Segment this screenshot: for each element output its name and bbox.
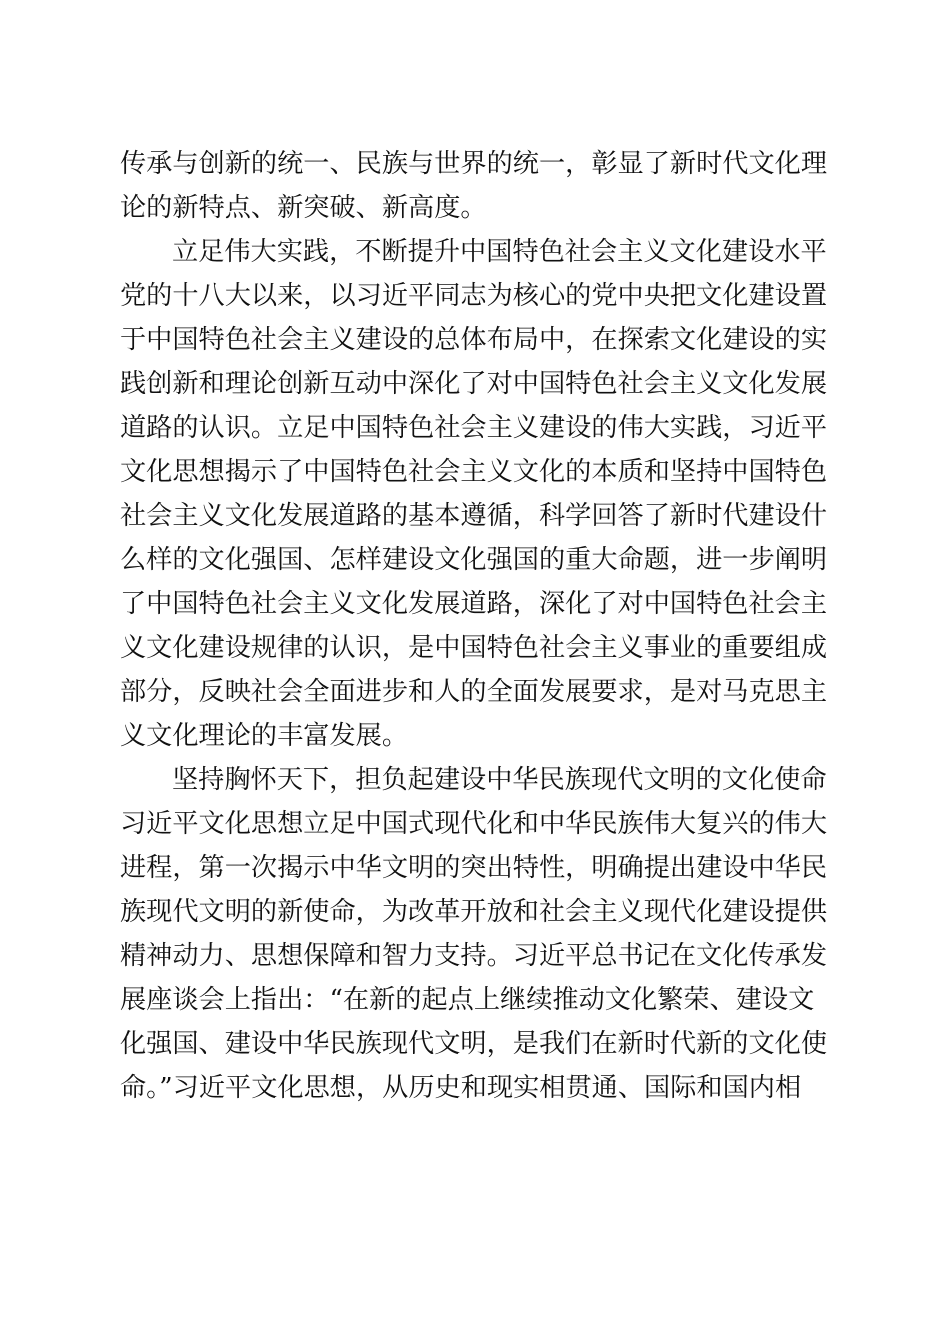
text-line: 部分，反映社会全面进步和人的全面发展要求，是对马克思主 xyxy=(120,677,828,707)
text-line: 了中国特色社会主义文化发展道路，深化了对中国特色社会主 xyxy=(120,589,828,619)
text-line: 传承与创新的统一、民族与世界的统一，彰显了新时代文化理 xyxy=(120,149,828,179)
text-line: 党的十八大以来，以习近平同志为核心的党中央把文化建设置 xyxy=(120,281,828,311)
text-line: 于中国特色社会主义建设的总体布局中，在探索文化建设的实 xyxy=(120,325,828,355)
text-line: 么样的文化强国、怎样建设文化强国的重大命题，进一步阐明 xyxy=(120,545,828,575)
text-line: 化强国、建设中华民族现代文明，是我们在新时代新的文化使 xyxy=(120,1029,828,1059)
text-line: 义文化建设规律的认识，是中国特色社会主义事业的重要组成 xyxy=(120,633,828,663)
section-heading: 立足伟大实践，不断提升中国特色社会主义文化建设水平 xyxy=(172,237,827,267)
text-line: 进程，第一次揭示中华文明的突出特性，明确提出建设中华民 xyxy=(120,853,828,883)
text-line: 展座谈会上指出：“在新的起点上继续推动文化繁荣、建设文 xyxy=(120,985,815,1015)
text-line: 精神动力、思想保障和智力支持。习近平总书记在文化传承发 xyxy=(120,941,828,971)
section-heading: 坚持胸怀天下，担负起建设中华民族现代文明的文化使命 xyxy=(172,765,827,795)
body-text xyxy=(120,142,830,1110)
text-line: 论的新特点、新突破、新高度。 xyxy=(120,193,487,223)
text-line: 践创新和理论创新互动中深化了对中国特色社会主义文化发展 xyxy=(120,369,828,399)
text-line: 族现代文明的新使命，为改革开放和社会主义现代化建设提供 xyxy=(120,897,828,927)
text-line: 习近平文化思想立足中国式现代化和中华民族伟大复兴的伟大 xyxy=(120,809,828,839)
text-line: 道路的认识。立足中国特色社会主义建设的伟大实践，习近平 xyxy=(120,413,828,443)
text-line: 命。”习近平文化思想，从历史和现实相贯通、国际和国内相 xyxy=(120,1073,802,1103)
text-line: 社会主义文化发展道路的基本遵循，科学回答了新时代建设什 xyxy=(120,501,828,531)
text-line: 义文化理论的丰富发展。 xyxy=(120,721,409,751)
text-line: 文化思想揭示了中国特色社会主义文化的本质和坚持中国特色 xyxy=(120,457,828,487)
